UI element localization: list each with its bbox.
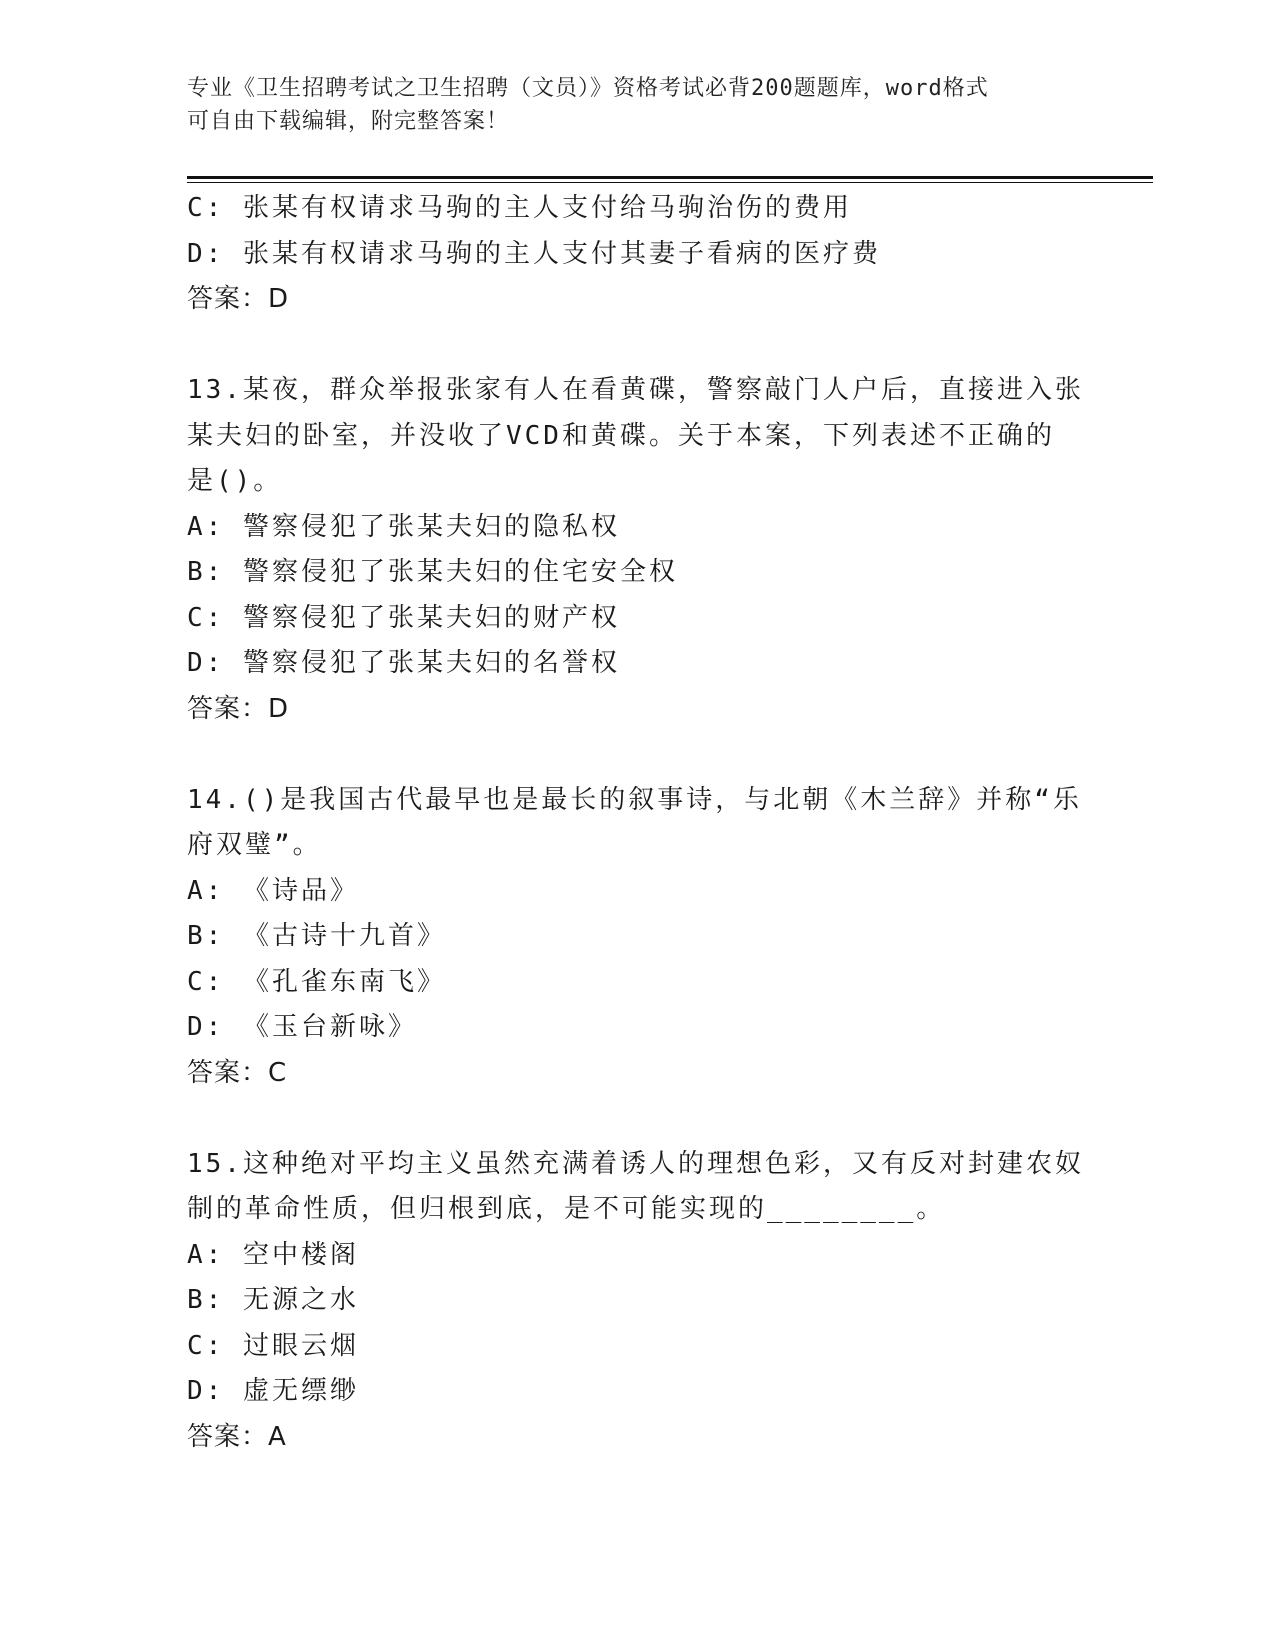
option-d: D: 虚无缥缈: [187, 1376, 359, 1406]
option-c: C: 过眼云烟: [187, 1330, 359, 1361]
question-text-line: 是()。: [187, 466, 283, 496]
option-c: C: 《孔雀东南飞》: [187, 966, 446, 997]
spacer: [187, 732, 1087, 778]
answer-line: 答案：D: [187, 693, 290, 724]
spacer: [187, 1096, 1087, 1142]
option-c: C: 张某有权请求马驹的主人支付给马驹治伤的费用: [187, 193, 852, 223]
document-header: [187, 72, 1087, 138]
header-line-1: 专业《卫生招聘考试之卫生招聘（文员）》资格考试必背200题题库，word格式: [187, 76, 989, 101]
option-d: D: 警察侵犯了张某夫妇的名誉权: [187, 648, 620, 678]
spacer: [187, 323, 1087, 369]
option-d: D: 《玉台新咏》: [187, 1012, 417, 1042]
question-text-line: 制的革命性质，但归根到底，是不可能实现的________。: [187, 1194, 946, 1224]
question-text-line: 某夫妇的卧室，并没收了VCD和黄碟。关于本案，下列表述不正确的: [187, 420, 1055, 451]
question-text-line: 15.这种绝对平均主义虽然充满着诱人的理想色彩，又有反对封建农奴: [187, 1148, 1084, 1179]
option-a: A: 空中楼阁: [187, 1239, 359, 1270]
option-d: D: 张某有权请求马驹的主人支付其妻子看病的医疗费: [187, 238, 881, 269]
question-text-line: 府双璧”。: [187, 830, 322, 860]
question-15: [187, 1142, 1087, 1461]
header-rule-thick: [187, 176, 1153, 179]
option-b: B: 警察侵犯了张某夫妇的住宅安全权: [187, 557, 678, 587]
answer-line: 答案：A: [187, 1421, 287, 1452]
question-13: [187, 368, 1087, 732]
option-c: C: 警察侵犯了张某夫妇的财产权: [187, 602, 620, 633]
option-a: A: 警察侵犯了张某夫妇的隐私权: [187, 511, 620, 542]
option-b: B: 无源之水: [187, 1285, 359, 1315]
header-rule-thin: [187, 182, 1153, 183]
question-content: [187, 186, 1087, 1460]
question-14: [187, 778, 1087, 1097]
header-line-2: 可自由下载编辑，附完整答案！: [187, 109, 510, 134]
continued-question: [187, 186, 1087, 323]
question-text-line: 14.()是我国古代最早也是最长的叙事诗，与北朝《木兰辞》并称“乐: [187, 784, 1082, 815]
option-b: B: 《古诗十九首》: [187, 921, 446, 951]
answer-line: 答案：D: [187, 284, 290, 314]
answer-line: 答案：C: [187, 1057, 288, 1088]
question-text-line: 13.某夜，群众举报张家有人在看黄碟，警察敲门人户后，直接进入张: [187, 375, 1084, 405]
option-a: A: 《诗品》: [187, 875, 359, 906]
